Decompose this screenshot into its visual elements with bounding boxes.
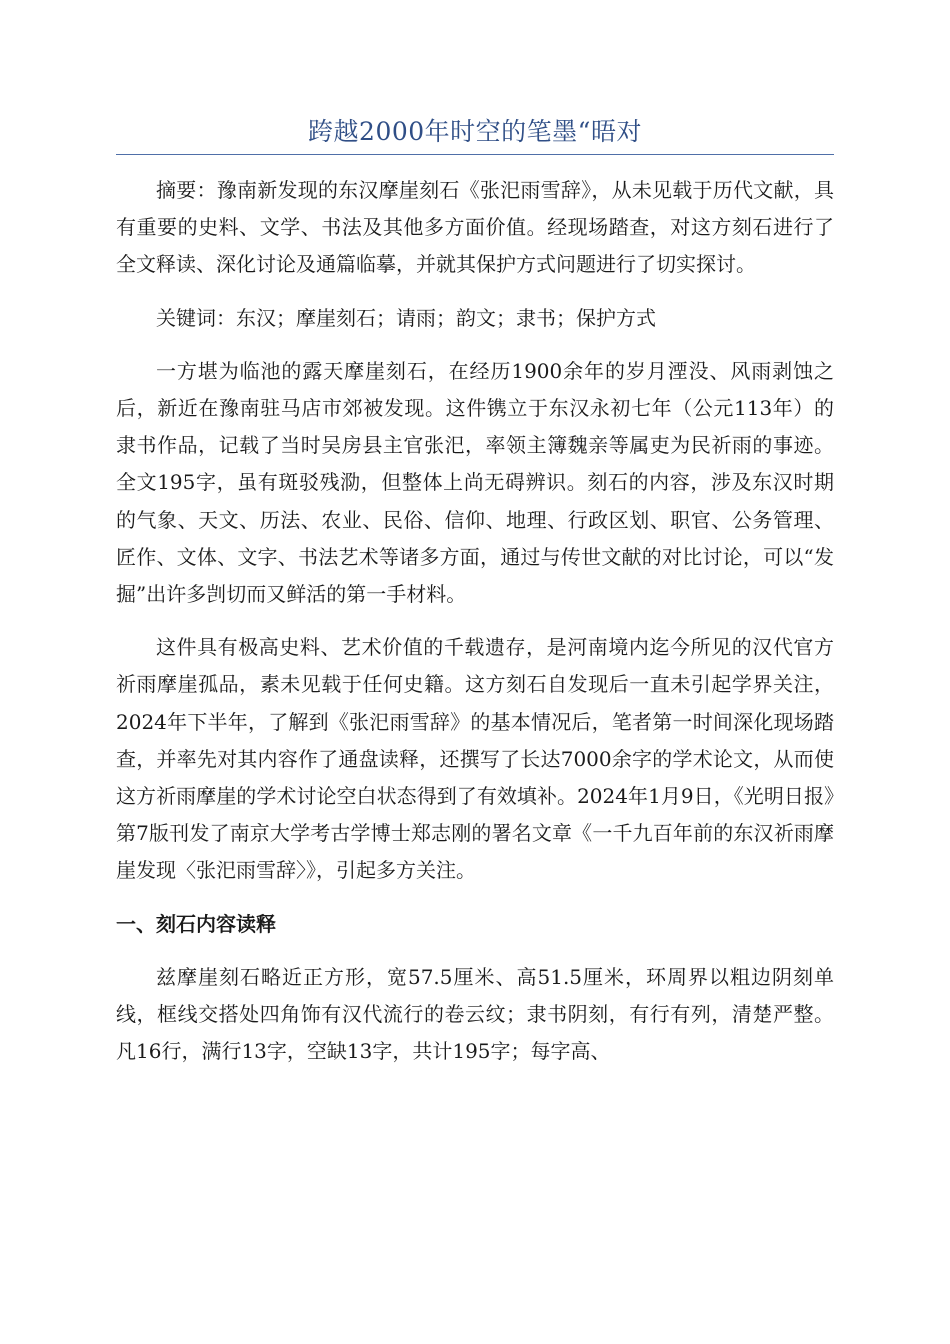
body-paragraph-1: 一方堪为临池的露天摩崖刻石，在经历1900余年的岁月湮没、风雨剥蚀之后，新近在豫南驻马店市郊被发现。这件镌立于东汉永初七年（公元113年）的隶书作品，记载了当时吴房县主官张汜，率领主簿魏亲等属吏为民祈雨的事迹。全文195字，虽有斑驳残泐，但整体上尚无碍辨识。刻石的内容，涉及东汉时期的气象、天文、历法、农业、民俗、信仰、地理、行政区划、职官、公务管理、匠作、文体、文字、书法艺术等诸多方面，通过与传世文献的对比讨论，可以“发掘”出许多剀切而又鲜活的第一手材料。 [116, 358, 834, 607]
keywords-paragraph: 关键词：东汉；摩崖刻石；请雨；韵文；隶书；保护方式 [156, 305, 656, 330]
document-title: 跨越2000年时空的笔墨“晤对 [308, 117, 642, 146]
abstract-paragraph: 摘要：豫南新发现的东汉摩崖刻石《张汜雨雪辞》，从未见载于历代文献，具有重要的史料、文学、书法及其他多方面价值。经现场踏查，对这方刻石进行了全文释读、深化讨论及通篇临摹，并就其保护方式问题进行了切实探讨。 [116, 178, 834, 277]
body-paragraph-3: 兹摩崖刻石略近正方形，宽57.5厘米、高51.5厘米，环周界以粗边阴刻单线，框线交搭处四角饰有汉代流行的卷云纹；隶书阴刻，有行有列，清楚严整。凡16行，满行13字，空缺13字，共计195字；每字高、 [116, 964, 834, 1064]
document-body [116, 172, 834, 1086]
title-underline [116, 154, 834, 155]
body-paragraph-2: 这件具有极高史料、艺术价值的千载遗存，是河南境内迄今所见的汉代官方祈雨摩崖孤品，素未见载于任何史籍。这方刻石自发现后一直未引起学界关注，2024年下半年，了解到《张汜雨雪辞》的基本情况后，笔者第一时间深化现场踏查，并率先对其内容作了通盘读释，还撰写了长达7000余字的学术论文，从而使这方祈雨摩崖的学术讨论空白状态得到了有效填补。2024年1月9日，《光明日报》第7版刊发了南京大学考古学博士郑志刚的署名文章《一千九百年前的东汉祈雨摩崖发现〈张汜雨雪辞〉》，引起多方关注。 [116, 635, 834, 883]
section-heading: 一、刻石内容读释 [116, 911, 276, 936]
